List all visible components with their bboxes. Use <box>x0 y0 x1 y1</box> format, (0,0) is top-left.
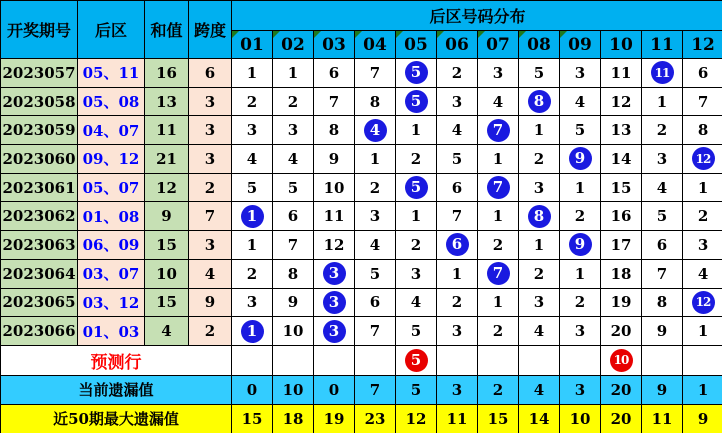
dist-cell: 12 <box>314 231 355 260</box>
dist-cell <box>683 145 722 174</box>
dist-cell: 4 <box>273 145 314 174</box>
predicted-ball: 5 <box>405 349 428 372</box>
dist-cell: 3 <box>232 116 273 145</box>
dist-cell: 2 <box>355 173 396 202</box>
dist-cell: 6 <box>437 173 478 202</box>
draw-row-2023059 <box>1 116 722 145</box>
max-omission-value-cell: 11 <box>642 404 683 433</box>
dist-cell: 2 <box>478 317 519 346</box>
dist-cell: 1 <box>478 202 519 231</box>
dist-cell: 1 <box>232 231 273 260</box>
max-omission-row <box>1 404 722 433</box>
drawn-ball: 11 <box>651 61 674 84</box>
current-omission-row <box>1 375 722 404</box>
omission-value-cell: 1 <box>683 375 722 404</box>
zone-cell: 05、08 <box>78 87 145 116</box>
omission-value-cell: 0 <box>232 375 273 404</box>
zone-cell: 03、12 <box>78 288 145 317</box>
dist-cell: 4 <box>478 87 519 116</box>
dist-cell <box>642 59 683 88</box>
dist-cell <box>314 317 355 346</box>
dist-cell: 1 <box>683 317 722 346</box>
max-omission-value-cell: 15 <box>232 404 273 433</box>
drawn-ball: 4 <box>364 119 387 142</box>
dist-cell <box>396 173 437 202</box>
sum-cell: 12 <box>145 173 189 202</box>
span-cell: 4 <box>189 259 232 288</box>
dist-cell: 7 <box>437 202 478 231</box>
span-cell: 2 <box>189 173 232 202</box>
dist-cell <box>232 317 273 346</box>
dist-cell: 19 <box>601 288 642 317</box>
sum-cell: 9 <box>145 202 189 231</box>
sum-cell: 11 <box>145 116 189 145</box>
dist-cell: 4 <box>232 145 273 174</box>
dist-cell: 13 <box>601 116 642 145</box>
dist-cell: 3 <box>273 116 314 145</box>
dist-cell <box>601 345 642 375</box>
dist-cell: 7 <box>355 317 396 346</box>
dist-cell: 7 <box>273 231 314 260</box>
dist-cell: 2 <box>560 202 601 231</box>
column-header-11: 11 <box>642 31 683 59</box>
drawn-ball: 8 <box>528 90 551 113</box>
drawn-ball: 3 <box>323 320 346 343</box>
omission-value-cell: 4 <box>519 375 560 404</box>
span-cell: 3 <box>189 145 232 174</box>
column-header-06: 06 <box>437 31 478 59</box>
dist-cell <box>519 345 560 375</box>
dist-cell: 15 <box>601 173 642 202</box>
column-header-10: 10 <box>601 31 642 59</box>
drawn-ball: 9 <box>569 147 592 170</box>
omission-value-cell: 7 <box>355 375 396 404</box>
dist-cell: 1 <box>683 173 722 202</box>
dist-cell <box>314 288 355 317</box>
drawn-ball: 8 <box>528 205 551 228</box>
span-cell: 7 <box>189 202 232 231</box>
dist-cell: 2 <box>437 59 478 88</box>
dist-cell: 3 <box>396 259 437 288</box>
omission-value-cell: 5 <box>396 375 437 404</box>
dist-cell <box>355 116 396 145</box>
dist-cell: 1 <box>519 231 560 260</box>
prediction-label: 预测行 <box>1 345 232 375</box>
dist-cell: 1 <box>355 145 396 174</box>
dist-cell <box>560 231 601 260</box>
zone-cell: 04、07 <box>78 116 145 145</box>
drawn-ball: 5 <box>405 90 428 113</box>
drawn-ball: 5 <box>405 61 428 84</box>
dist-cell <box>478 259 519 288</box>
dist-cell: 1 <box>560 173 601 202</box>
dist-cell: 3 <box>560 59 601 88</box>
dist-cell: 8 <box>642 288 683 317</box>
sum-cell: 21 <box>145 145 189 174</box>
dist-cell: 2 <box>396 231 437 260</box>
dist-cell: 1 <box>232 59 273 88</box>
dist-cell: 6 <box>273 202 314 231</box>
dist-cell <box>314 259 355 288</box>
dist-cell: 10 <box>273 317 314 346</box>
zone-cell: 05、11 <box>78 59 145 88</box>
dist-cell: 1 <box>560 259 601 288</box>
dist-cell: 8 <box>683 116 722 145</box>
dist-cell: 6 <box>355 288 396 317</box>
dist-cell: 6 <box>683 59 722 88</box>
dist-cell: 4 <box>642 173 683 202</box>
dist-cell: 3 <box>478 59 519 88</box>
dist-cell <box>314 345 355 375</box>
max-omission-label: 近50期最大遗漏值 <box>1 404 232 433</box>
dist-cell <box>478 173 519 202</box>
dist-cell: 3 <box>519 288 560 317</box>
drawn-ball: 9 <box>569 233 592 256</box>
dist-cell: 2 <box>519 145 560 174</box>
dist-cell: 5 <box>642 202 683 231</box>
drawn-ball: 12 <box>692 147 715 170</box>
dist-cell: 8 <box>273 259 314 288</box>
draw-row-2023061 <box>1 173 722 202</box>
dist-cell: 4 <box>355 231 396 260</box>
sum-cell: 13 <box>145 87 189 116</box>
dist-cell: 18 <box>601 259 642 288</box>
dist-cell: 2 <box>519 259 560 288</box>
dist-cell: 1 <box>478 145 519 174</box>
dist-cell: 20 <box>601 317 642 346</box>
column-header-01: 01 <box>232 31 273 59</box>
draw-row-2023064 <box>1 259 722 288</box>
dist-cell: 3 <box>355 202 396 231</box>
period-cell: 2023058 <box>1 87 78 116</box>
column-header-05: 05 <box>396 31 437 59</box>
dist-cell <box>232 202 273 231</box>
header-period: 开奖期号 <box>1 1 78 59</box>
dist-cell <box>683 345 722 375</box>
zone-cell: 09、12 <box>78 145 145 174</box>
predicted-ball: 10 <box>610 349 633 372</box>
dist-cell <box>273 345 314 375</box>
span-cell: 6 <box>189 59 232 88</box>
dist-cell: 9 <box>273 288 314 317</box>
dist-cell: 7 <box>314 87 355 116</box>
dist-cell <box>355 345 396 375</box>
dist-cell: 3 <box>642 145 683 174</box>
draw-row-2023057 <box>1 59 722 88</box>
draw-row-2023062 <box>1 202 722 231</box>
period-cell: 2023061 <box>1 173 78 202</box>
dist-cell <box>232 345 273 375</box>
omission-value-cell: 3 <box>560 375 601 404</box>
column-header-03: 03 <box>314 31 355 59</box>
dist-cell: 17 <box>601 231 642 260</box>
dist-cell: 2 <box>396 145 437 174</box>
prediction-row <box>1 345 722 375</box>
drawn-ball: 1 <box>241 205 264 228</box>
dist-cell: 3 <box>683 231 722 260</box>
dist-cell: 1 <box>478 288 519 317</box>
dist-cell: 9 <box>314 145 355 174</box>
dist-cell: 11 <box>314 202 355 231</box>
dist-cell: 5 <box>273 173 314 202</box>
dist-cell: 8 <box>314 116 355 145</box>
dist-cell <box>437 231 478 260</box>
max-omission-value-cell: 15 <box>478 404 519 433</box>
max-omission-value-cell: 12 <box>396 404 437 433</box>
dist-cell: 2 <box>232 259 273 288</box>
drawn-ball: 6 <box>446 233 469 256</box>
dist-cell: 10 <box>314 173 355 202</box>
header-zone: 后区 <box>78 1 145 59</box>
header-dist-title: 后区号码分布 <box>232 1 722 31</box>
drawn-ball: 1 <box>241 320 264 343</box>
dist-cell: 2 <box>273 87 314 116</box>
dist-cell: 6 <box>642 231 683 260</box>
dist-cell: 14 <box>601 145 642 174</box>
drawn-ball: 3 <box>323 291 346 314</box>
dist-cell: 4 <box>396 288 437 317</box>
dist-cell: 5 <box>355 259 396 288</box>
drawn-ball: 7 <box>487 119 510 142</box>
dist-cell: 2 <box>560 288 601 317</box>
dist-cell: 2 <box>232 87 273 116</box>
sum-cell: 16 <box>145 59 189 88</box>
dist-cell: 1 <box>437 259 478 288</box>
max-omission-value-cell: 9 <box>683 404 722 433</box>
span-cell: 3 <box>189 87 232 116</box>
period-cell: 2023062 <box>1 202 78 231</box>
period-cell: 2023059 <box>1 116 78 145</box>
dist-cell <box>396 345 437 375</box>
current-omission-label: 当前遗漏值 <box>1 375 232 404</box>
dist-cell: 7 <box>683 87 722 116</box>
drawn-ball: 7 <box>487 176 510 199</box>
max-omission-value-cell: 23 <box>355 404 396 433</box>
dist-cell <box>478 345 519 375</box>
period-cell: 2023066 <box>1 317 78 346</box>
dist-cell: 4 <box>519 317 560 346</box>
sum-cell: 10 <box>145 259 189 288</box>
zone-cell: 05、07 <box>78 173 145 202</box>
drawn-ball: 12 <box>692 291 715 314</box>
period-cell: 2023064 <box>1 259 78 288</box>
omission-value-cell: 2 <box>478 375 519 404</box>
draw-row-2023063 <box>1 231 722 260</box>
period-cell: 2023060 <box>1 145 78 174</box>
dist-cell <box>437 345 478 375</box>
omission-value-cell: 9 <box>642 375 683 404</box>
omission-value-cell: 3 <box>437 375 478 404</box>
dist-cell: 7 <box>642 259 683 288</box>
dist-cell: 4 <box>683 259 722 288</box>
dist-cell <box>519 87 560 116</box>
dist-cell <box>396 59 437 88</box>
dist-cell: 3 <box>437 87 478 116</box>
dist-cell: 12 <box>601 87 642 116</box>
draw-row-2023065 <box>1 288 722 317</box>
draw-row-2023066 <box>1 317 722 346</box>
dist-cell: 7 <box>355 59 396 88</box>
dist-cell: 2 <box>683 202 722 231</box>
drawn-ball: 5 <box>405 176 428 199</box>
column-header-09: 09 <box>560 31 601 59</box>
span-cell: 3 <box>189 231 232 260</box>
header-sum: 和值 <box>145 1 189 59</box>
period-cell: 2023065 <box>1 288 78 317</box>
dist-cell: 11 <box>601 59 642 88</box>
dist-cell: 5 <box>519 59 560 88</box>
dist-cell: 3 <box>437 317 478 346</box>
max-omission-value-cell: 14 <box>519 404 560 433</box>
dist-cell <box>519 202 560 231</box>
drawn-ball: 7 <box>487 262 510 285</box>
sum-cell: 15 <box>145 231 189 260</box>
dist-cell: 1 <box>396 202 437 231</box>
dist-cell: 4 <box>437 116 478 145</box>
dist-cell <box>396 87 437 116</box>
dist-cell: 1 <box>642 87 683 116</box>
draw-row-2023060 <box>1 145 722 174</box>
period-cell: 2023057 <box>1 59 78 88</box>
period-cell: 2023063 <box>1 231 78 260</box>
dist-cell <box>683 288 722 317</box>
dist-cell: 1 <box>273 59 314 88</box>
omission-value-cell: 0 <box>314 375 355 404</box>
dist-cell <box>642 345 683 375</box>
dist-cell: 1 <box>519 116 560 145</box>
dist-cell: 2 <box>437 288 478 317</box>
dist-cell: 3 <box>519 173 560 202</box>
dist-cell <box>560 145 601 174</box>
max-omission-value-cell: 19 <box>314 404 355 433</box>
dist-cell: 5 <box>437 145 478 174</box>
max-omission-value-cell: 11 <box>437 404 478 433</box>
dist-cell: 16 <box>601 202 642 231</box>
column-header-12: 12 <box>683 31 722 59</box>
dist-cell <box>560 345 601 375</box>
zone-cell: 06、09 <box>78 231 145 260</box>
column-header-02: 02 <box>273 31 314 59</box>
span-cell: 3 <box>189 116 232 145</box>
dist-cell <box>478 116 519 145</box>
dist-cell: 5 <box>396 317 437 346</box>
column-header-04: 04 <box>355 31 396 59</box>
zone-cell: 01、03 <box>78 317 145 346</box>
dist-cell: 8 <box>355 87 396 116</box>
max-omission-value-cell: 20 <box>601 404 642 433</box>
span-cell: 9 <box>189 288 232 317</box>
column-header-07: 07 <box>478 31 519 59</box>
dist-cell: 2 <box>642 116 683 145</box>
dist-cell: 6 <box>314 59 355 88</box>
dist-cell: 3 <box>232 288 273 317</box>
dist-cell: 2 <box>478 231 519 260</box>
draw-row-2023058 <box>1 87 722 116</box>
sum-cell: 4 <box>145 317 189 346</box>
max-omission-value-cell: 10 <box>560 404 601 433</box>
omission-value-cell: 10 <box>273 375 314 404</box>
dist-cell: 5 <box>232 173 273 202</box>
dist-cell: 4 <box>560 87 601 116</box>
sum-cell: 15 <box>145 288 189 317</box>
max-omission-value-cell: 18 <box>273 404 314 433</box>
header-row-top <box>1 1 722 31</box>
dist-cell: 1 <box>396 116 437 145</box>
omission-value-cell: 20 <box>601 375 642 404</box>
zone-cell: 03、07 <box>78 259 145 288</box>
span-cell: 2 <box>189 317 232 346</box>
header-span: 跨度 <box>189 1 232 59</box>
drawn-ball: 3 <box>323 262 346 285</box>
dist-cell: 9 <box>642 317 683 346</box>
dist-cell: 5 <box>560 116 601 145</box>
zone-cell: 01、08 <box>78 202 145 231</box>
dist-cell: 3 <box>560 317 601 346</box>
column-header-08: 08 <box>519 31 560 59</box>
